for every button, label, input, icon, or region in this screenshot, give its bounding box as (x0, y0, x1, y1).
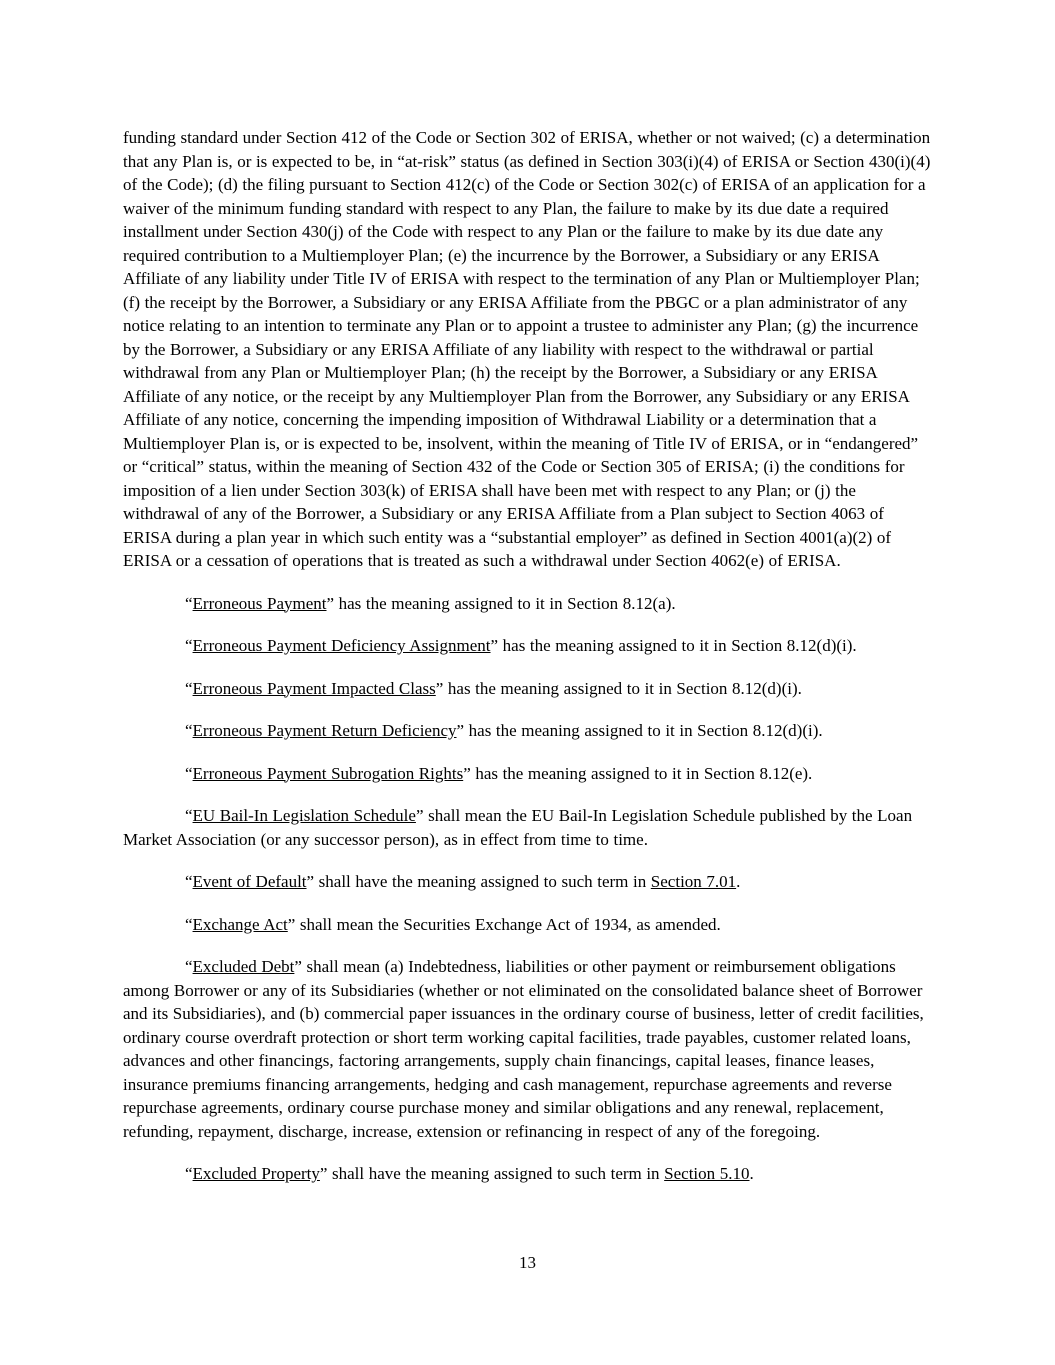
defined-term: Excluded Property (192, 1164, 320, 1183)
defined-term: Erroneous Payment Deficiency Assignment (192, 636, 491, 655)
text-run: “ (185, 593, 193, 613)
paragraph (123, 592, 935, 616)
page-content (123, 126, 935, 1205)
page-number: 13 (519, 1253, 536, 1272)
paragraph (123, 719, 935, 743)
defined-term: Erroneous Payment Return Deficiency (192, 721, 457, 740)
paragraph (123, 1162, 935, 1186)
text-run: ” shall have the meaning assigned to such term in (319, 1164, 665, 1183)
paragraph (123, 955, 935, 1143)
defined-term: Erroneous Payment Subrogation Rights (192, 763, 464, 783)
text-run: “ (185, 914, 193, 934)
paragraph (123, 677, 935, 701)
text-run: ” shall mean the Securities Exchange Act of 1934, as amended. (287, 914, 721, 934)
text-run: “ (185, 806, 193, 825)
text-run: ” shall have the meaning assigned to such term in (306, 872, 651, 891)
text-run: ” has the meaning assigned to it in Section 8.12(e). (463, 763, 813, 783)
defined-term: Section 5.10 (664, 1164, 750, 1183)
text-run: . (749, 1164, 754, 1183)
text-run: ” has the meaning assigned to it in Section 8.12(a). (326, 593, 676, 613)
text-run: “ (185, 636, 193, 655)
defined-term: Excluded Debt (192, 957, 295, 976)
text-run: “ (185, 872, 193, 891)
text-run: “ (185, 721, 193, 740)
defined-term: Erroneous Payment Impacted Class (192, 678, 436, 698)
text-run: ” shall mean (a) Indebtedness, liabilities or other payment or reimbursement obligations among Borrower or any of its Subsidiaries (whether or not eliminated on the consolidated balance sheet of Borrower and its Subsidiaries), and (b) commercial paper issuances in the ordinary course of business, letter of credit facilities, ordinary course overdraft protection or short term working capital facilities, trade payables, customer related loans, advances and other financings, factoring arrangements, supply chain financings, capital leases, finance leases, insurance premiums financing arrangements, hedging and cash management, repurchase agreements and reverse repurchase agreements, ordinary course purchase money and similar obligations and any renewal, replacement, refunding, repayment, discharge, increase, extension or refinancing in respect of any of the foregoing. (123, 957, 924, 1141)
defined-term: Exchange Act (192, 914, 288, 934)
paragraph (123, 913, 935, 937)
text-run: ” has the meaning assigned to it in Section 8.12(d)(i). (456, 721, 823, 740)
text-run: “ (185, 678, 193, 698)
text-run: “ (185, 1164, 193, 1183)
paragraph (123, 762, 935, 786)
paragraph (123, 870, 935, 894)
paragraph (123, 804, 935, 851)
defined-term: EU Bail-In Legislation Schedule (192, 806, 416, 825)
text-run: “ (185, 957, 193, 976)
text-run: “ (185, 763, 193, 783)
paragraph (123, 634, 935, 658)
paragraph (123, 126, 935, 573)
defined-term: Event of Default (192, 872, 307, 891)
defined-term: Section 7.01 (650, 872, 737, 891)
text-run: ” has the meaning assigned to it in Section 8.12(d)(i). (435, 678, 802, 698)
text-run: ” shall mean the EU Bail-In Legislation Schedule published by the Loan Market Association (or any successor person), as in effect from time to time. (123, 806, 913, 849)
text-run: funding standard under Section 412 of the Code or Section 302 of ERISA, whether or not waived; (c) a determination that any Plan is, or is expected to be, in “at-risk” status (as defined in Section 303(i)(4) of ERISA or Section 430(i)(4) of the Code); (d) the filing pursuant to Section 412(c) of the Code or Section 302(c) of ERISA of an application for a waiver of the minimum funding standard with respect to any Plan, the failure to make by its due date a required installment under Section 430(j) of the Code with respect to any Plan or the failure to make by its due date any required contribution to a Multiemployer Plan; (e) the incurrence by the Borrower, a Subsidiary or any ERISA Affiliate of any liability under Title IV of ERISA with respect to the termination of any Plan or Multiemployer Plan; (f) the receipt by the Borrower, a Subsidiary or any ERISA Affiliate from the PBGC or a plan administrator of any notice relating to an intention to terminate any Plan or to appoint a trustee to administer any Plan; (g) the incurrence by the Borrower, a Subsidiary or any ERISA Affiliate of any liability with respect to the withdrawal or partial withdrawal from any Plan or Multiemployer Plan; (h) the receipt by the Borrower, a Subsidiary or any ERISA Affiliate of any notice, or the receipt by any Multiemployer Plan from the Borrower, any Subsidiary or any ERISA Affiliate of any notice, concerning the impending imposition of Withdrawal Liability or a determination that a Multiemployer Plan is, or is expected to be, insolvent, within the meaning of Title IV of ERISA, or in “endangered” or “critical” status, within the meaning of Section 432 of the Code or Section 305 of ERISA; (i) the conditions for imposition of a lien under Section 303(k) of ERISA shall have been met with respect to any Plan; or (j) the withdrawal of any of the Borrower, a Subsidiary or any ERISA Affiliate from a Plan subject to Section 4063 of ERISA during a plan year in which such entity was a “substantial employer” as defined in Section 4001(a)(2) of ERISA or a cessation of operations that is treated as such a withdrawal under Section 4062(e) of ERISA. (123, 128, 931, 570)
text-run: ” has the meaning assigned to it in Section 8.12(d)(i). (490, 636, 857, 655)
defined-term: Erroneous Payment (192, 593, 327, 613)
text-run: . (736, 872, 741, 891)
